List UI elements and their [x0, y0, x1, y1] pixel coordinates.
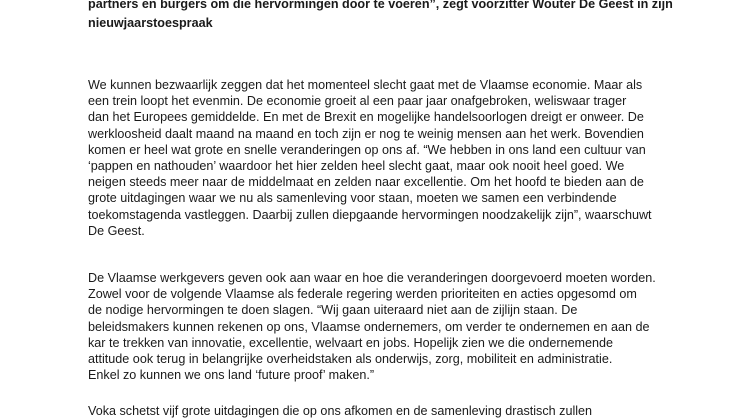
text-line: een trein loopt het evenmin. De economie groeit al een paar jaar onafgebroken, weliswaar trager — [88, 94, 627, 109]
text-line: We kunnen bezwaarlijk zeggen dat het momenteel slecht gaat met de Vlaamse economie. Maar als — [88, 78, 643, 92]
text-line: ‘pappen en nathouden’ waardoor het hier zelden heel slecht gaat, maar ook nooit heel goed. We — [88, 159, 625, 174]
subtitle-line: partners en burgers om die hervormingen door te voeren”, zegt voorzitter Wouter De Geest in zijn — [88, 0, 673, 11]
text-line: komen er heel wat grote en snelle veranderingen op ons af. “We hebben in ons land een cultuur van — [88, 142, 646, 157]
text-line: Voka schetst vijf grote uitdagingen die op ons afkomen en de samenleving drastisch zullen — [88, 404, 593, 418]
subtitle-line: nieuwjaarstoespraak — [88, 16, 213, 30]
text-line: grote uitdagingen waar we nu als samenleving voor staan, moeten we samen een verbindende — [88, 191, 617, 206]
text-line: beleidsmakers kunnen rekenen op ons, Vlaamse ondernemers, om verder te ondernemen en aan de — [88, 319, 650, 334]
subtitle-quote — [88, 0, 688, 33]
text-line: De Vlaamse werkgevers geven ook aan waar en hoe die veranderingen doorgevoerd moeten worden. — [88, 271, 656, 285]
paragraph-economy — [88, 77, 688, 239]
text-line: toekomstagenda vastleggen. Daarbij zullen diepgaande hervormingen noodzakelijk zijn”, waarschuwt — [88, 207, 652, 222]
text-line: kar te trekken van innovatie, excellentie, welvaart en jobs. Hopelijk zien we die ondernemende — [88, 335, 614, 350]
paragraph-challenges — [88, 403, 688, 419]
text-line: De Geest. — [88, 223, 145, 238]
paragraph-employers — [88, 270, 688, 383]
text-line: neigen steeds meer naar de middelmaat en zelden naar excellentie. Om het hoofd te bieden aan de — [88, 175, 644, 190]
text-line: werkloosheid daalt maand na maand en toch zijn er nog te weinig mensen aan het werk. Bovendien — [88, 126, 644, 141]
text-line: attitude ook terug in belangrijke overheidstaken als onderwijs, zorg, mobiliteit en administratie. — [88, 352, 613, 367]
text-line: de nodige hervormingen te doen slagen. “Wij gaan uiteraard niet aan de zijlijn staan. De — [88, 303, 578, 318]
text-line: dan het Europees gemiddelde. En met de Brexit en mogelijke handelsoorlogen dreigt er onweer. De — [88, 110, 644, 125]
text-line: Zowel voor de volgende Vlaamse als federale regering werden prioriteiten en acties opgesomd om — [88, 287, 637, 302]
text-line: Enkel zo kunnen we ons land ‘future proof’ maken.” — [88, 368, 375, 383]
